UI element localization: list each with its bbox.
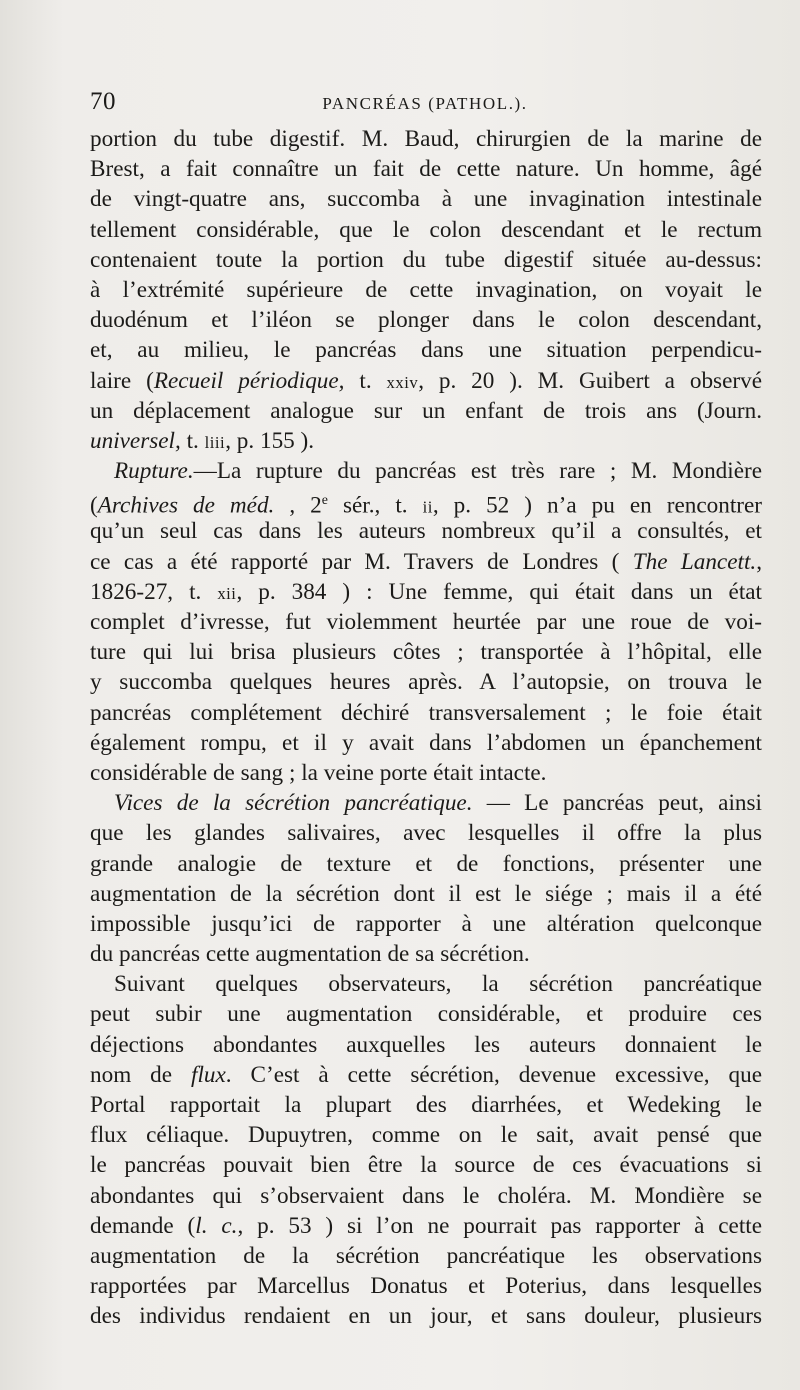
text-line [90,1211,762,1241]
page-number: 70 [90,88,116,115]
text-line: duodénum et l’iléon se plonger dans le colon descendant, [90,307,762,334]
text-line: du pancréas cette augmentation de sa sécrétion. [90,941,530,968]
text-run: , p. 155 ). [225,427,315,454]
text-run: t. [180,427,205,454]
text-run: 1826-27, t. [90,578,218,605]
text-line: complet d’ivresse, fut violemment heurtée par une roue de voi- [90,609,762,635]
citation-title: universel, [90,427,181,454]
text-line: contenaient toute la portion du tube digestif située au-dessus: [90,246,762,273]
text-run: , [756,548,762,575]
text-line [90,486,763,519]
text-line: que les glandes salivaires, avec lesquelles il offre la plus [90,820,762,847]
roman-numeral: xii [217,583,237,603]
text-line: des individus rendaient en un jour, et sans douleur, plusieurs [90,1303,762,1330]
text-line: et, au milieu, le pancréas dans une situation perpendicu- [90,337,762,364]
section-heading: Vices de la sécrétion pancréatique. [114,790,473,817]
text-line: également rompu, et il y avait dans l’abdomen un épanchement [90,729,762,756]
citation-title: The Lancett. [632,548,757,575]
text-run: , p. 53 ) si l’on ne pourrait pas rapporter à cette [237,1212,763,1239]
text-run: ( [90,492,98,519]
text-line: Suivant quelques observateurs, la sécrétion pancréatique [114,971,762,998]
text-line: un déplacement analogue sur un enfant de trois ans (Journ. [90,397,762,424]
text-line: peut subir une augmentation considérable, et produire ces [90,1001,762,1028]
body-text [90,124,762,1332]
text-line: le pancréas pouvait bien être la source de ces évacuations si [90,1152,762,1179]
text-line: grande analogie de texture et de fonctions, présenter une [90,850,762,877]
text-line: considérable de sang ; la veine porte était intacte. [90,759,547,786]
text-line: rapportées par Marcellus Donatus et Poterius, dans lesquelles [90,1273,762,1300]
page-header [90,88,760,122]
text-line: qu’un seul cas dans les auteurs nombreux qu’il a consultés, et [90,518,762,545]
citation-title: l. c. [195,1212,238,1239]
text-line [90,577,762,607]
text-line: Portal rapportait la plupart des diarrhées, et Wedeking le [90,1092,762,1118]
citation-title: Archives de méd. [97,492,275,519]
text-run: laire ( [90,367,154,394]
text-run: —La rupture du pancréas est très rare ; M. Mondière [193,458,762,485]
text-run: , 2 [274,492,322,519]
text-line [90,547,762,577]
text-run: — Le pancréas peut, ainsi [472,790,762,817]
text-run: ce cas a été rapporté par M. Travers de Londres ( [90,548,633,575]
text-line [90,1060,762,1090]
roman-numeral: liii [204,432,226,452]
roman-numeral: xxiv [386,372,419,392]
text-line: flux céliaque. Dupuytren, comme on le sait, avait pensé que [90,1122,762,1149]
superscript: e [321,493,328,509]
text-line: ture qui lui brisa plusieurs côtes ; transportée à l’hôpital, elle [90,639,762,666]
section-heading-line [90,788,762,818]
roman-numeral: ii [422,497,433,517]
text-line: augmentation de la sécrétion dont il est le siége ; mais il a été [90,880,762,907]
text-run: t. [344,367,387,394]
text-run: demande ( [90,1212,196,1239]
text-line [90,366,762,396]
text-line: augmentation de la sécrétion pancréatique les observations [90,1242,762,1269]
text-run: , p. 384 ) : Une femme, qui était dans un état [236,578,762,605]
section-heading: Rupture. [114,458,194,485]
text-line: à l’extrémité supérieure de cette invagination, on voyait le [90,276,762,303]
text-line: de vingt-quatre ans, succomba à une invagination intestinale [90,186,762,213]
text-line: impossible jusqu’ici de rapporter à une altération quelconque [90,910,762,937]
text-run: sér., t. [327,492,423,519]
text-run: , p. 52 ) n’a pu en rencontrer [432,492,763,519]
text-line [90,426,762,456]
text-run: . C’est à cette sécrétion, devenue excessive, que [225,1061,763,1088]
text-line: pancréas complétement déchiré transversalement ; le foie était [90,699,762,726]
text-line: Brest, a fait connaître un fait de cette nature. Un homme, âgé [90,156,762,183]
running-head: PANCRÉAS (PATHOL.). [322,94,528,113]
text-line: abondantes qui s’observaient dans le choléra. M. Mondière se [90,1182,762,1209]
text-line: portion du tube digestif. M. Baud, chirurgien de la marine de [90,126,762,152]
text-line: y succomba quelques heures après. A l’autopsie, on trouva le [90,669,762,696]
text-line: tellement considérable, que le colon descendant et le rectum [90,216,762,243]
emphasis: flux [191,1061,226,1088]
citation-title: Recueil périodique, [153,367,345,394]
section-heading-line [90,456,762,486]
text-line: déjections abondantes auxquelles les auteurs donnaient le [90,1031,762,1058]
text-run: , p. 20 ). M. Guibert a observé [418,367,762,394]
text-run: nom de [90,1061,191,1088]
